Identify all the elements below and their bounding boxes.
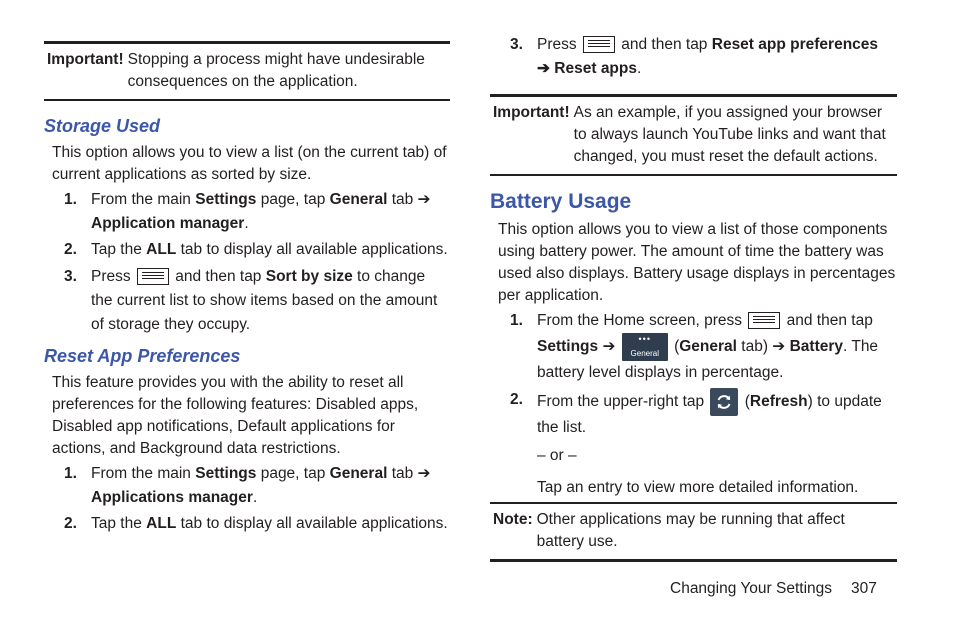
list-item: 3. Press and then tap Reset app preferences ➔ Reset apps. xyxy=(510,36,879,77)
menu-icon xyxy=(137,268,169,285)
callout-text: Other applications may be running that affect battery use. xyxy=(536,511,845,550)
step-list xyxy=(490,33,890,81)
step-list xyxy=(490,309,897,440)
step-list xyxy=(44,462,450,535)
list-item: 3. Press and then tap Sort by size to change the current list to show items based on the amount of storage they occupy. xyxy=(64,268,438,333)
section-intro: This feature provides you with the ability to reset all preferences for the following features: Disabled apps, Disabled app notifications, Default applications for actions, and Background data restrictions. xyxy=(52,374,419,457)
step-list xyxy=(44,188,450,337)
section-heading: Storage Used xyxy=(44,116,161,136)
general-tab-icon: ••• General xyxy=(622,333,668,361)
list-item: 2. Tap the ALL tab to display all available applications. xyxy=(64,241,448,258)
list-item: 1. From the Home screen, press and then tap Settings ➔ ••• General (General tab) ➔ Battery. The battery level displays in percentage. xyxy=(510,312,879,381)
menu-icon xyxy=(583,36,615,53)
or-divider-text: – or – xyxy=(537,447,577,464)
callout-text: Stopping a process might have undesirable consequences on the application. xyxy=(127,51,425,90)
list-item: 1. From the main Settings page, tap General tab ➔ Applications manager. xyxy=(64,465,431,506)
refresh-icon xyxy=(710,388,738,416)
callout-label: Note: xyxy=(493,511,533,528)
important-callout xyxy=(44,41,450,101)
section-intro: This option allows you to view a list of those components using battery power. The amount of time the battery was used also displays. Battery usage displays in percentages per application. xyxy=(498,221,896,304)
list-item: 2. From the upper-right tap (Refresh) to update the list. xyxy=(490,388,897,440)
list-item: 2. Tap the ALL tab to display all available applications. xyxy=(64,515,448,532)
callout-text: As an example, if you assigned your browser to always launch YouTube links and want that changed, you must reset the default actions. xyxy=(573,104,886,165)
note-callout xyxy=(490,502,897,562)
important-callout xyxy=(490,94,897,176)
section-title: Battery Usage xyxy=(490,190,632,213)
menu-icon xyxy=(748,312,780,329)
reset-app-preferences-section xyxy=(44,344,450,535)
callout-label: Important! xyxy=(493,104,570,121)
callout-label: Important! xyxy=(47,51,124,68)
page-footer xyxy=(670,578,880,600)
page-number: 307 xyxy=(851,580,877,597)
battery-usage-section xyxy=(490,188,897,499)
section-heading: Reset App Preferences xyxy=(44,346,241,366)
footer-section-title: Changing Your Settings xyxy=(670,580,833,597)
alternative-step-text: Tap an entry to view more detailed information. xyxy=(537,479,859,496)
list-item: 1. From the main Settings page, tap General tab ➔ Application manager. xyxy=(64,191,431,232)
storage-used-section xyxy=(44,114,450,337)
section-intro: This option allows you to view a list (on the current tab) of current applications as sorted by size. xyxy=(52,144,447,183)
